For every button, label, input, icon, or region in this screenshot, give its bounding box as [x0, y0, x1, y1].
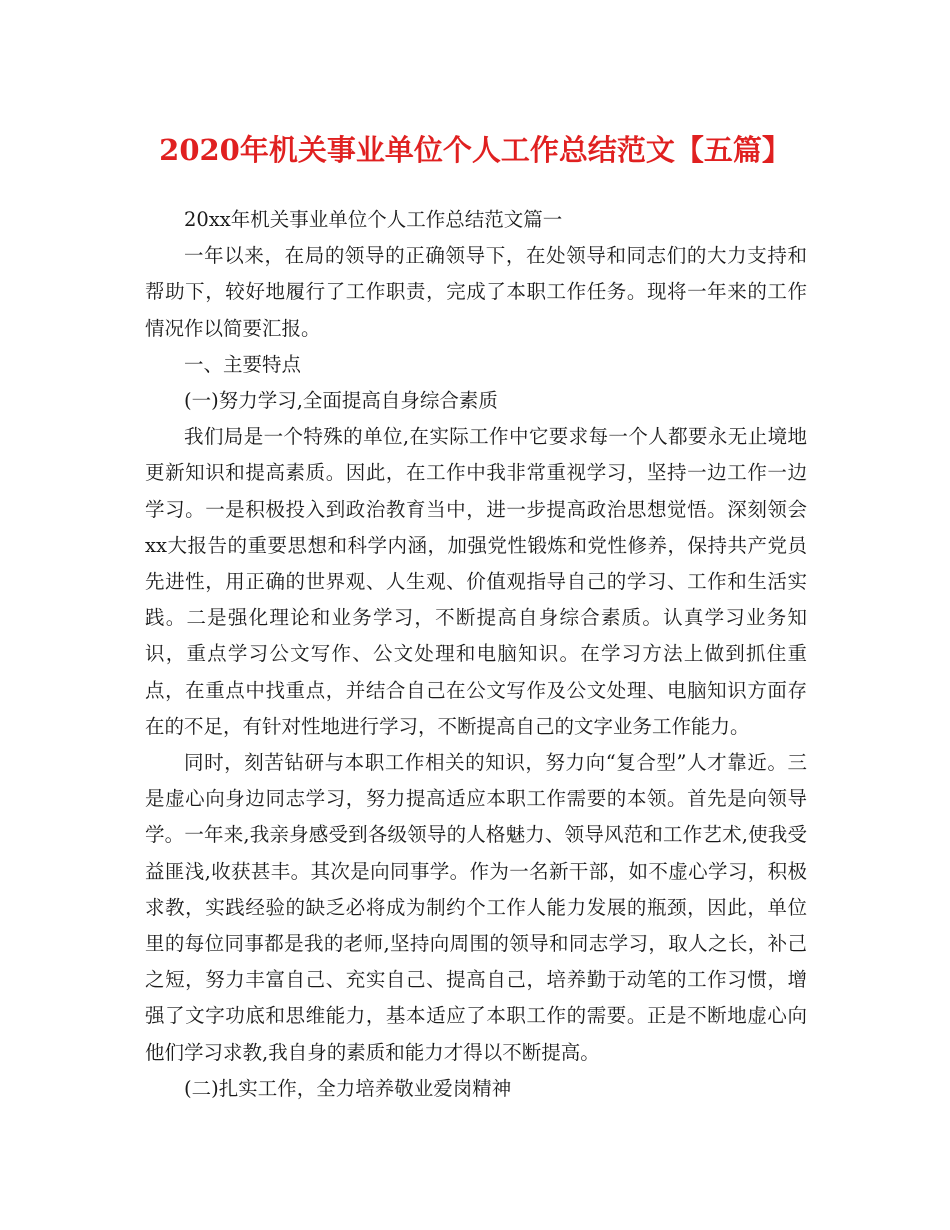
paragraph-study-body: 我们局是一个特殊的单位,在实际工作中它要求每一个人都要永无止境地更新知识和提高素质。因此，在工作中我非常重视学习，坚持一边工作一边学习。一是积极投入到政治教育当中，进一步提高政治思想觉悟。深刻领会xx大报告的重要思想和科学内涵，加强党性锻炼和党性修养，保持共产党员先进性，用正确的世界观、人生观、价值观指导自己的学习、工作和生活实践。二是强化理论和业务学习，不断提高自身综合素质。认真学习业务知识，重点学习公文写作、公文处理和电脑知识。在学习方法上做到抓住重点，在重点中找重点，并结合自己在公文写作及公文处理、电脑知识方面存在的不足，有针对性地进行学习，不断提高自己的文字业务工作能力。: [145, 425, 807, 738]
document-title: 2020年机关事业单位个人工作总结范文【五篇】: [159, 133, 791, 167]
paragraph-intro: 一年以来，在局的领导的正确领导下，在处领导和同志们的大力支持和帮助下，较好地履行了工作职责，完成了本职工作任务。现将一年来的工作情况作以简要汇报。: [145, 244, 807, 340]
paragraph-section-heading: 20xx年机关事业单位个人工作总结范文篇一: [184, 208, 563, 231]
document-body: [145, 202, 807, 1107]
paragraph-subheading-study: (一)努力学习,全面提高自身综合素质: [184, 389, 498, 413]
paragraph-learning-body: 同时，刻苦钻研与本职工作相关的知识，努力向“复合型”人才靠近。三是虚心向身边同志学习，努力提高适应本职工作需要的本领。首先是向领导学。一年来,我亲身感受到各级领导的人格魅力、领导风范和工作艺术,使我受益匪浅,收获甚丰。其次是向同事学。作为一名新干部，如不虚心学习，积极求教，实践经验的缺乏必将成为制约个工作人能力发展的瓶颈，因此，单位里的每位同事都是我的老师,坚持向周围的领导和同志学习，取人之长，补己之短，努力丰富自己、充实自己、提高自己，培养勤于动笔的工作习惯，增强了文字功底和思维能力，基本适应了本职工作的需要。正是不断地虚心向他们学习求教,我自身的素质和能力才得以不断提高。: [145, 751, 807, 1064]
paragraph-heading-main-features: 一、主要特点: [184, 352, 302, 376]
paragraph-subheading-work: (二)扎实工作，全力培养敬业爱岗精神: [184, 1076, 512, 1100]
